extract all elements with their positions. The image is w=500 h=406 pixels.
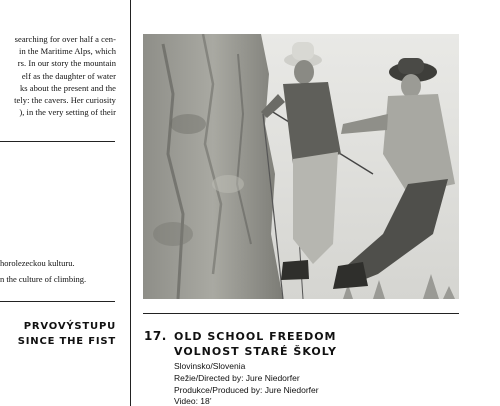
film-entry-divider bbox=[143, 313, 459, 314]
film-video-length: Video: 18’ bbox=[174, 396, 212, 406]
section-divider bbox=[0, 141, 115, 142]
synopsis-line: rs. In our story the mountain bbox=[17, 58, 116, 69]
previous-film-column bbox=[0, 0, 130, 406]
synopsis-line: elf as the daughter of water bbox=[21, 70, 116, 81]
previous-film-title-english: SINCE THE FIST bbox=[17, 336, 116, 347]
film-producer: Produkce/Produced by: Jure Niedorfer bbox=[174, 385, 319, 395]
film-still-photo bbox=[143, 34, 459, 299]
synopsis-tail-czech: horolezeckou kulturu. bbox=[0, 258, 75, 268]
column-divider bbox=[130, 0, 131, 406]
previous-film-title-czech: PRVOVÝSTUPU bbox=[23, 321, 116, 332]
synopsis-line: in the Maritime Alps, which bbox=[19, 46, 116, 57]
synopsis-line: tely: the cavers. Her curiosity bbox=[14, 95, 116, 106]
previous-film-synopsis bbox=[14, 33, 116, 118]
film-country: Slovinsko/Slovenia bbox=[174, 361, 246, 371]
synopsis-line: ), in the very setting of their bbox=[19, 107, 116, 118]
section-divider bbox=[0, 301, 115, 302]
synopsis-tail-english: n the culture of climbing. bbox=[0, 274, 87, 284]
film-title-czech: VOLNOST STARÉ ŠKOLY bbox=[174, 345, 337, 358]
film-director: Režie/Directed by: Jure Niedorfer bbox=[174, 373, 300, 383]
film-number: 17. bbox=[144, 329, 167, 343]
film-title-english: OLD SCHOOL FREEDOM bbox=[174, 330, 337, 343]
synopsis-line: searching for over half a cen- bbox=[14, 34, 116, 44]
synopsis-line: ks about the present and the bbox=[19, 82, 116, 93]
